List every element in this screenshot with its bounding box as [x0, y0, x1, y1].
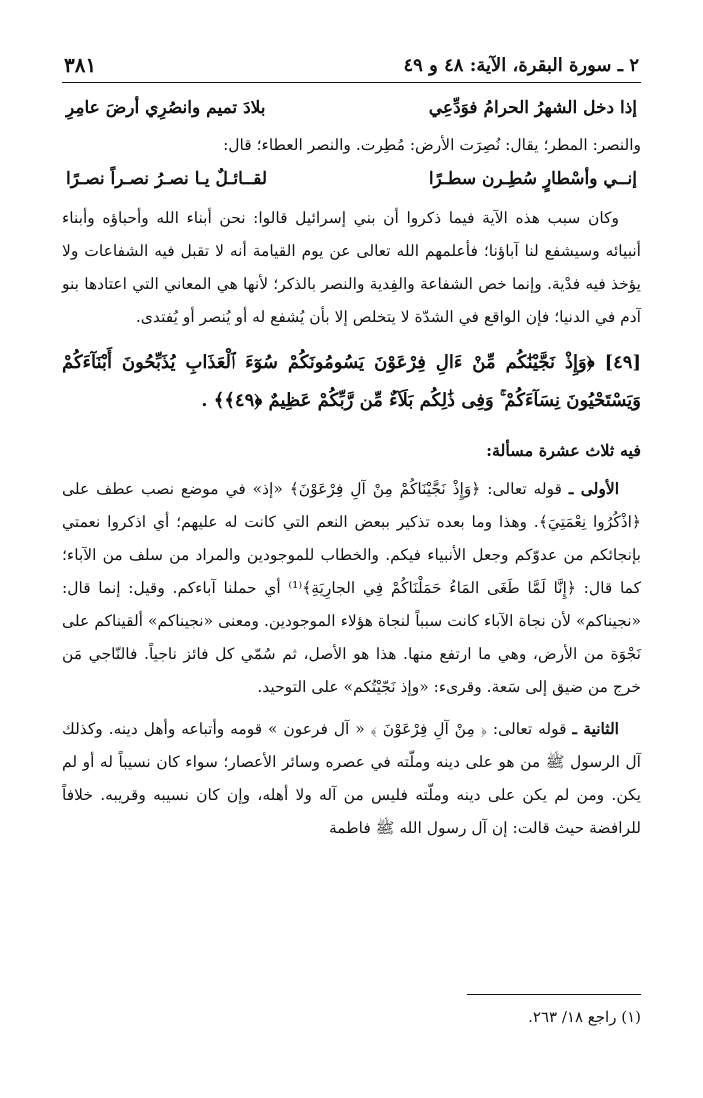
page-number: ٣٨١ — [64, 53, 97, 77]
book-page — [62, 48, 641, 845]
poem-line-1 — [66, 93, 637, 123]
poem-2-left-hemistich: لقــائـلٌ يـا نصـرُ نصـراً نصـرًا — [66, 169, 268, 189]
quran-verse-49: [٤٩] ﴿وَإِذْ نَجَّيْنَٰكُم مِّنْ ءَالِ فِرْعَوْنَ يَسُومُونَكُمْ سُوٓءَ ٱلْعَذَابِ يُذَبِّحُونَ أَبْنَآءَكُمْ وَيَسْتَحْيُونَ نِسَآءَكُمْ ۚ وَفِى ذَٰلِكُم بَلَآءٌ مِّن رَّبِّكُمْ عَظِيمٌ ﴿٤٩﴾﴾ . — [62, 352, 641, 411]
issue-first-text: قوله تعالى: ﴿وَإِذْ نَجَّيْنَاكُمْ مِنْ آلِ فِرْعَوْنَ﴾ «إذ» في موضع نصب عطف على ﴿اذْكُرُوا نِعْمَتِيَ﴾. وهذا وما بعده تذكير ببعض النعم التي كانت له عليهم؛ أي اذكروا نعمتي بإنجائكم من عدوّكم وجعل الأنبياء فيكم. والخطاب للموجودين والمراد من سلف من الآباء؛ كما قال: ﴿إِنَّا لَمَّا طَغَى المَاءُ حَمَلْنَاكُمْ فِي الجارِيَةِ﴾⁽¹⁾ أي حملنا آباءكم. وقيل: إنما قال: «نجيناكم» لأن نجاة الآباء كانت سبباً لنجاة هؤلاء الموجودين. ومعنى «نجيناكم» ألقيناكم على نَجْوَة من الأرض، وهي ما ارتفع منها. هذا هو الأصل، ثم سُمّي كل فائز ناجياً. فالنّاجي مَن خرج من ضيق إلى سَعة. وقرىء: «وإذ نَجّيْتُكم» على التوحيد. — [62, 480, 642, 696]
issue-second-text: قوله تعالى: ﴿ مِنْ آلِ فِرْعَوْنَ ﴾ « آل فرعون » قومه وأتباعه وأهل دينه. وكذلك آل الرسول ﷺ من هو على دينه وملّته في عصره وسائر الأعصار؛ سواء كان نسيباً له أو لم يكن. ومن لم يكن على دينه وملّته فليس من آله ولا أهله، وإن كان نسيبه وقريبه. خلافاً للرافضة حيث قالت: إن آل رسول الله ﷺ فاطمة — [62, 720, 641, 837]
poem-line-2 — [66, 164, 637, 194]
issue-second — [62, 712, 641, 845]
issue-first-label: الأولى ـ — [568, 479, 619, 498]
footnote: (١) راجع ١٨/ ٢٦٣. — [528, 1008, 641, 1026]
poem-2-right-hemistich: إنــي وأسْطارٍ سُطِـرن سطـرًا — [428, 169, 637, 189]
issue-first — [62, 472, 641, 704]
paragraph-nasr-definition: والنصر: المطر؛ يقال: نُصِرَت الأرض: مُطِرت. والنصر العطاء؛ قال: — [223, 136, 641, 154]
issues-heading: فيه ثلاث عشرة مسألة: — [486, 441, 641, 460]
issue-second-label: الثانية ـ — [572, 719, 619, 738]
poem-1-right-hemistich: إذا دخل الشهرُ الحرامُ فوَدِّعِي — [428, 98, 637, 118]
paragraph-verse-cause: وكان سبب هذه الآية فيما ذكروا أن بني إسرائيل قالوا: نحن أبناء الله وأحباؤه وأبناء أنبيائه وسيشفع لنا آباؤنا؛ فأعلمهم الله تعالى عن يوم القيامة أنه لا تقبل فيه الشفاعات ولا يؤخذ فيه فدْية. وإنما خص الشفاعة والفِدية والنصر بالذكر؛ لأنها هي المعاني التي اعتادها بنو آدم في الدنيا؛ فإن الواقع في الشدّة لا يتخلص إلا بأن يُشفع له أو يُنصر أو يُفتدى. — [62, 209, 641, 326]
page-header — [62, 48, 641, 83]
poem-1-left-hemistich: بلادَ تميم وانصُرِي أرضَ عامِرِ — [66, 98, 266, 118]
footnote-divider — [467, 994, 641, 995]
running-title: ٢ ـ سورة البقرة، الآية: ٤٨ و ٤٩ — [403, 54, 639, 76]
